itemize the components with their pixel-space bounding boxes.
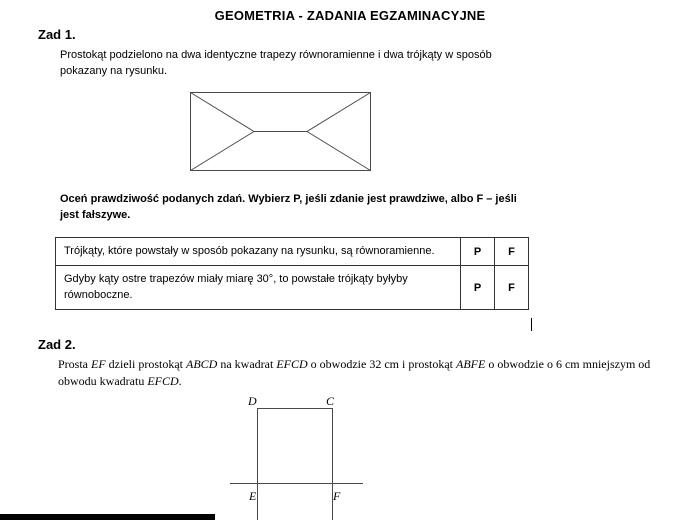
intro-part: Prosta bbox=[58, 357, 91, 371]
answer-f-cell[interactable]: F bbox=[495, 266, 529, 310]
table-row bbox=[56, 266, 529, 310]
true-false-table bbox=[55, 237, 529, 310]
answer-p-cell[interactable]: P bbox=[461, 238, 495, 266]
statement-cell: Trójkąty, które powstały w sposób pokazany na rysunku, są równoramienne. bbox=[56, 238, 461, 266]
task1-heading: Zad 1. bbox=[38, 27, 76, 42]
square-efcd-figure bbox=[225, 394, 375, 520]
intro-part: na kwadrat bbox=[217, 357, 277, 371]
segment-ef-label: EF bbox=[91, 357, 106, 371]
table-row bbox=[56, 238, 529, 266]
rect-abfe-label: ABFE bbox=[455, 357, 486, 371]
task1-intro-text: Prostokąt podzielono na dwa identyczne trapezy równoramienne i dwa trójkąty w sposób pokazany na rysunku. bbox=[60, 49, 492, 77]
intro-part: dzieli prostokąt bbox=[105, 357, 186, 371]
answer-f-cell[interactable]: F bbox=[495, 238, 529, 266]
square-efcd-label: EFCD bbox=[276, 357, 308, 371]
statement-cell: Gdyby kąty ostre trapezów miały miarę 30°, to powstałe trójkąty byłyby równoboczne. bbox=[56, 266, 461, 310]
answer-p-cell[interactable]: P bbox=[461, 266, 495, 310]
task1-instruction-text: Oceń prawdziwość podanych zdań. Wybierz P, jeśli zdanie jest prawdziwe, albo F – jeśli jest fałszywe. bbox=[60, 193, 517, 221]
task2-heading: Zad 2. bbox=[38, 337, 76, 352]
point-f-label: F bbox=[333, 489, 341, 503]
rect-abcd-label: ABCD bbox=[186, 357, 218, 371]
bottom-edge-bar bbox=[0, 514, 215, 520]
intro-part: . bbox=[178, 374, 182, 389]
text-cursor bbox=[531, 318, 532, 331]
intro-part: o obwodzie 32 cm i prostokąt bbox=[307, 357, 456, 371]
point-e-label: E bbox=[249, 489, 257, 503]
document-title: GEOMETRIA - ZADANIA EGZAMINACYJNE bbox=[214, 8, 486, 23]
point-d-label: D bbox=[248, 394, 257, 408]
task2-intro-text bbox=[58, 356, 658, 391]
square-efcd-label: EFCD bbox=[147, 374, 179, 389]
intro-part: o obwodzie o 6 cm mniejszym od obwodu kwadratu bbox=[58, 357, 651, 389]
trapezoid-triangle-figure bbox=[190, 92, 371, 176]
point-c-label: C bbox=[326, 394, 335, 408]
square-with-line-drawing bbox=[225, 394, 375, 520]
envelope-rectangle-drawing bbox=[190, 92, 371, 171]
